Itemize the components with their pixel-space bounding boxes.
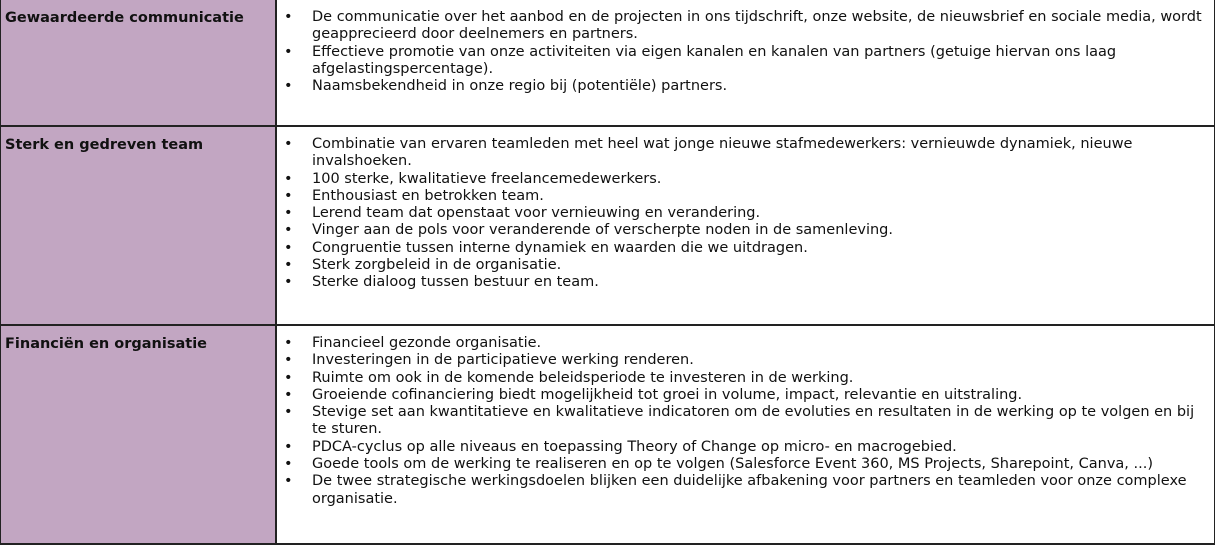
list-item [277, 439, 1214, 456]
list-item [277, 188, 1214, 205]
row-label: Sterk en gedreven team [0, 127, 277, 325]
table-row-financien [0, 324, 1215, 545]
bullet-icon: • [284, 136, 293, 152]
list-item-text: De communicatie over het aanbod en de projecten in ons tijdschrift, onze website, de nieuwsbrief en sociale media, wordt geapprecieerd door deelnemers en partners. [312, 9, 1202, 43]
bullet-icon: • [284, 335, 293, 351]
bullet-icon: • [284, 257, 293, 274]
list-item [277, 44, 1214, 79]
row-label: Financiën en organisatie [0, 326, 277, 543]
bullet-icon: • [284, 222, 293, 239]
list-item-text: Investeringen in de participatieve werking renderen. [312, 352, 694, 369]
list-item-text: Stevige set aan kwantitatieve en kwalitatieve indicatoren om de evoluties en resultaten in de werking op te volgen en bij te sturen. [312, 404, 1195, 438]
list-item [277, 222, 1214, 239]
list-item [277, 387, 1214, 404]
list-item [277, 205, 1214, 222]
list-item [277, 171, 1214, 188]
bullet-icon: • [284, 205, 293, 222]
bullet-icon: • [284, 456, 293, 473]
list-item-text: 100 sterke, kwalitatieve freelancemedewerkers. [312, 170, 662, 187]
bullet-icon: • [284, 9, 293, 25]
bullet-list [277, 335, 1214, 508]
row-label: Gewaardeerde communicatie [0, 0, 277, 127]
list-item-text: Groeiende cofinanciering biedt mogelijkheid tot groei in volume, impact, relevantie en uitstraling. [312, 386, 1023, 403]
list-item-text: Effectieve promotie van onze activiteiten via eigen kanalen en kanalen van partners (getuige hiervan ons laag afgelastingspercentage). [312, 43, 1117, 77]
list-item-text: Combinatie van ervaren teamleden met heel wat jonge nieuwe stafmedewerkers: vernieuwde dynamiek, nieuwe invalshoeken. [312, 136, 1133, 170]
list-item-text: Enthousiast en betrokken team. [312, 187, 544, 204]
list-item-text: Congruentie tussen interne dynamiek en waarden die we uitdragen. [312, 239, 808, 256]
list-item [277, 257, 1214, 274]
bullet-icon: • [284, 352, 293, 369]
table-row-communicatie [0, 0, 1215, 127]
bullet-icon: • [284, 170, 293, 187]
bullet-icon: • [284, 43, 293, 60]
bullet-icon: • [284, 274, 293, 291]
list-item [277, 9, 1214, 44]
list-item [277, 240, 1214, 257]
list-item [277, 370, 1214, 387]
list-item [277, 274, 1214, 291]
list-item-text: Ruimte om ook in de komende beleidsperiode te investeren in de werking. [312, 369, 854, 386]
bullet-icon: • [284, 369, 293, 386]
list-item-text: Naamsbekendheid in onze regio bij (potentiële) partners. [312, 78, 728, 95]
list-item-text: Vinger aan de pols voor veranderende of verscherpte noden in de samenleving. [312, 222, 893, 239]
bullet-icon: • [284, 473, 293, 490]
bullet-icon: • [284, 78, 293, 95]
list-item-text: Financieel gezonde organisatie. [312, 335, 542, 351]
table-row-team [0, 125, 1215, 325]
bullet-icon: • [284, 386, 293, 403]
list-item-text: PDCA-cyclus op alle niveaus en toepassing Theory of Change op micro- en macrogebied. [312, 438, 957, 455]
list-item-text: Sterk zorgbeleid in de organisatie. [312, 257, 562, 274]
list-item [277, 352, 1214, 369]
bullet-list [277, 136, 1214, 292]
list-item-text: Sterke dialoog tussen bestuur en team. [312, 274, 599, 291]
list-item [277, 404, 1214, 439]
row-content [277, 127, 1215, 325]
row-content [277, 0, 1215, 127]
list-item-text: De twee strategische werkingsdoelen blijken een duidelijke afbakening voor partners en teamleden voor onze complexe organisatie. [312, 473, 1187, 507]
list-item [277, 473, 1214, 508]
bullet-icon: • [284, 404, 293, 421]
bullet-icon: • [284, 438, 293, 455]
bullet-icon: • [284, 187, 293, 204]
list-item-text: Goede tools om de werking te realiseren en op te volgen (Salesforce Event 360, MS Projects, Sharepoint, Canva, ...) [312, 456, 1154, 473]
bullet-list [277, 9, 1214, 95]
bullet-icon: • [284, 239, 293, 256]
list-item [277, 136, 1214, 171]
list-item [277, 456, 1214, 473]
row-content [277, 326, 1215, 543]
list-item-text: Lerend team dat openstaat voor vernieuwing en verandering. [312, 205, 761, 222]
list-item [277, 335, 1214, 352]
list-item [277, 78, 1214, 95]
